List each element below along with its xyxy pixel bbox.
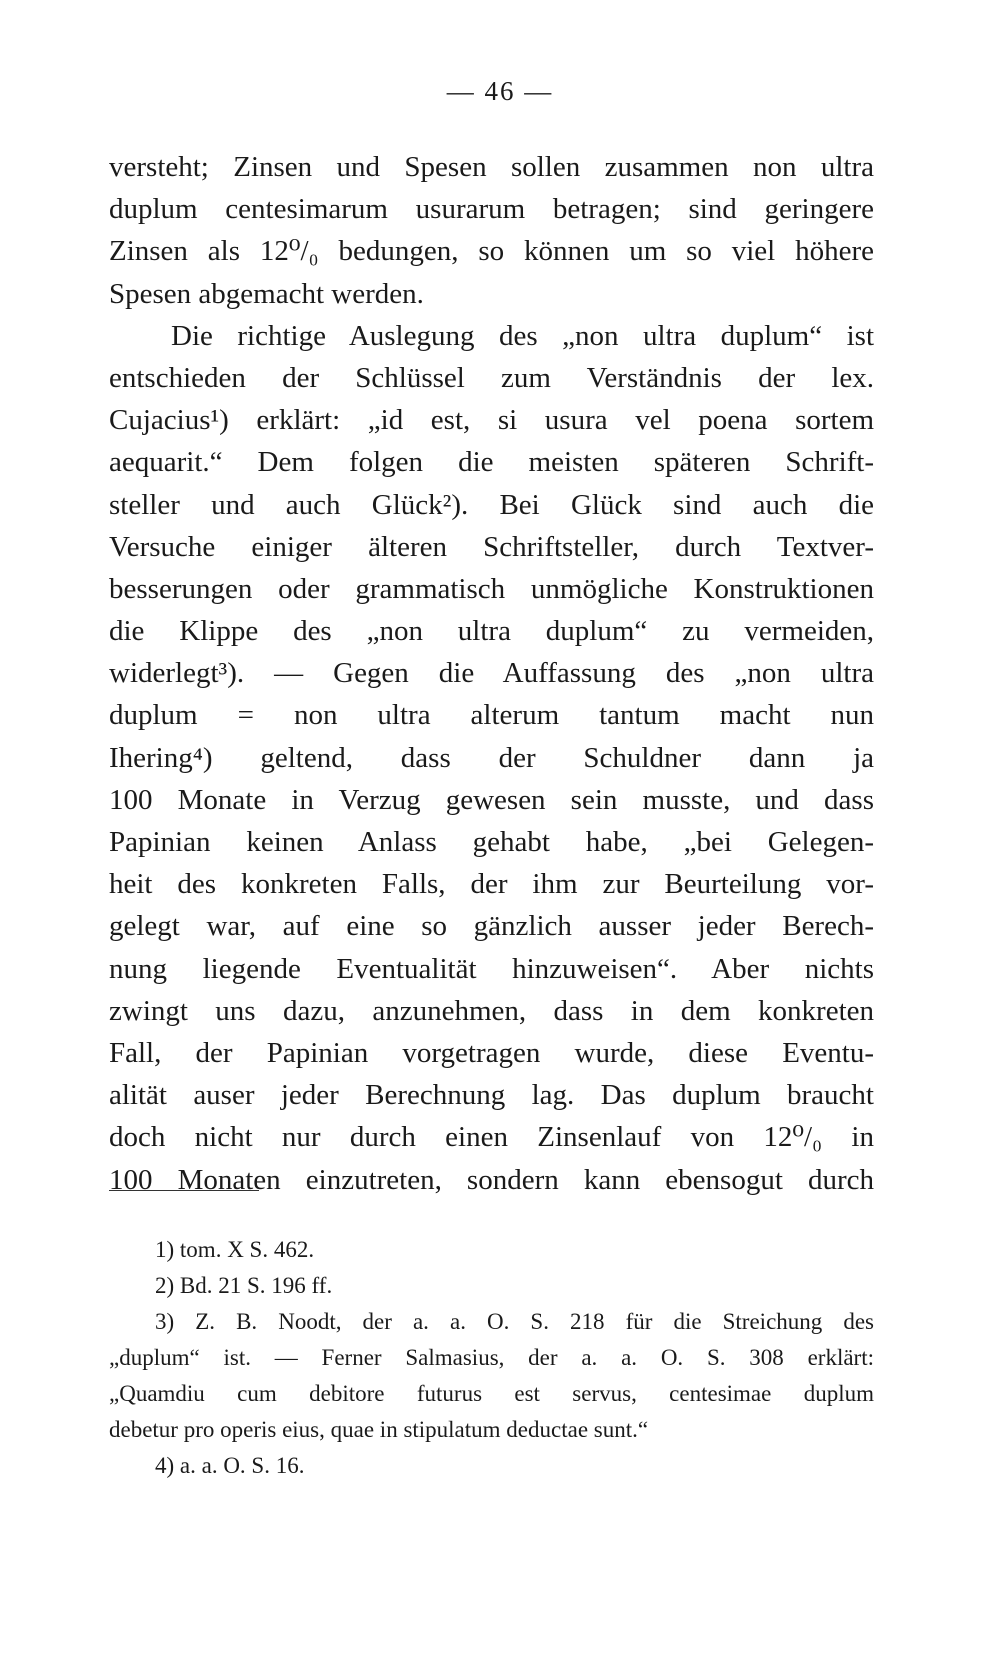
text-line: doch nicht nur durch einen Zinsenlauf von 12⁰/₀ in (109, 1121, 874, 1154)
text-line: aequarit.“ Dem folgen die meisten späteren Schrift- (109, 446, 874, 479)
footnote-3-line: debetur pro operis eius, quae in stipulatum deductae sunt.“ (109, 1417, 649, 1442)
text-line: 100 Monaten einzutreten, sondern kann ebensogut durch (109, 1163, 874, 1196)
text-line: die Klippe des „non ultra duplum“ zu vermeiden, (109, 615, 874, 648)
text-line: Cujacius¹) erklärt: „id est, si usura vel poena sortem (109, 404, 874, 437)
text-line: duplum = non ultra alterum tantum macht nun (109, 699, 874, 732)
text-line: gelegt war, auf eine so gänzlich ausser jeder Berech- (109, 910, 874, 943)
footnote-2: 2) Bd. 21 S. 196 ff. (155, 1273, 333, 1298)
text-line: zwingt uns dazu, anzunehmen, dass in dem konkreten (109, 994, 874, 1027)
text-line: heit des konkreten Falls, der ihm zur Beurteilung vor- (109, 868, 874, 901)
text-line: duplum centesimarum usurarum betragen; sind geringere (109, 193, 874, 226)
text-line: besserungen oder grammatisch unmögliche Konstruktionen (109, 572, 874, 605)
footnote-1: 1) tom. X S. 462. (155, 1237, 315, 1262)
text-line: steller und auch Glück²). Bei Glück sind auch die (109, 488, 874, 521)
main-text (109, 146, 874, 1201)
text-line: Ihering⁴) geltend, dass der Schuldner dann ja (109, 741, 874, 774)
footnote-separator (109, 1190, 259, 1191)
footnotes (109, 1232, 874, 1484)
text-line: Zinsen als 12⁰/₀ bedungen, so können um so viel höhere (109, 235, 874, 268)
text-line: Die richtige Auslegung des „non ultra duplum“ ist (171, 319, 874, 352)
footnote-4: 4) a. a. O. S. 16. (155, 1453, 305, 1478)
footnote-3: 3) Z. B. Noodt, der a. a. O. S. 218 für die Streichung des (155, 1309, 874, 1334)
text-line: Fall, der Papinian vorgetragen wurde, diese Eventu- (109, 1036, 874, 1069)
text-line: 100 Monate in Verzug gewesen sein musste, und dass (109, 783, 874, 816)
footnote-3-line: „Quamdiu cum debitore futurus est servus, centesimae duplum (109, 1381, 874, 1406)
page-number: — 46 — (446, 76, 554, 106)
text-line: widerlegt³). — Gegen die Auffassung des „non ultra (109, 657, 874, 690)
text-line: entschieden der Schlüssel zum Verständnis der lex. (109, 361, 874, 394)
text-line: versteht; Zinsen und Spesen sollen zusammen non ultra (109, 151, 874, 183)
text-line: alität auser jeder Berechnung lag. Das duplum braucht (109, 1079, 874, 1112)
text-line: Versuche einiger älteren Schriftsteller, durch Textver- (109, 530, 874, 563)
footnote-3-line: „duplum“ ist. — Ferner Salmasius, der a. a. O. S. 308 erklärt: (109, 1345, 874, 1370)
text-line: Spesen abgemacht werden. (109, 277, 424, 310)
text-line: nung liegende Eventualität hinzuweisen“. Aber nichts (109, 952, 874, 985)
text-line: Papinian keinen Anlass gehabt habe, „bei Gelegen- (109, 826, 874, 858)
